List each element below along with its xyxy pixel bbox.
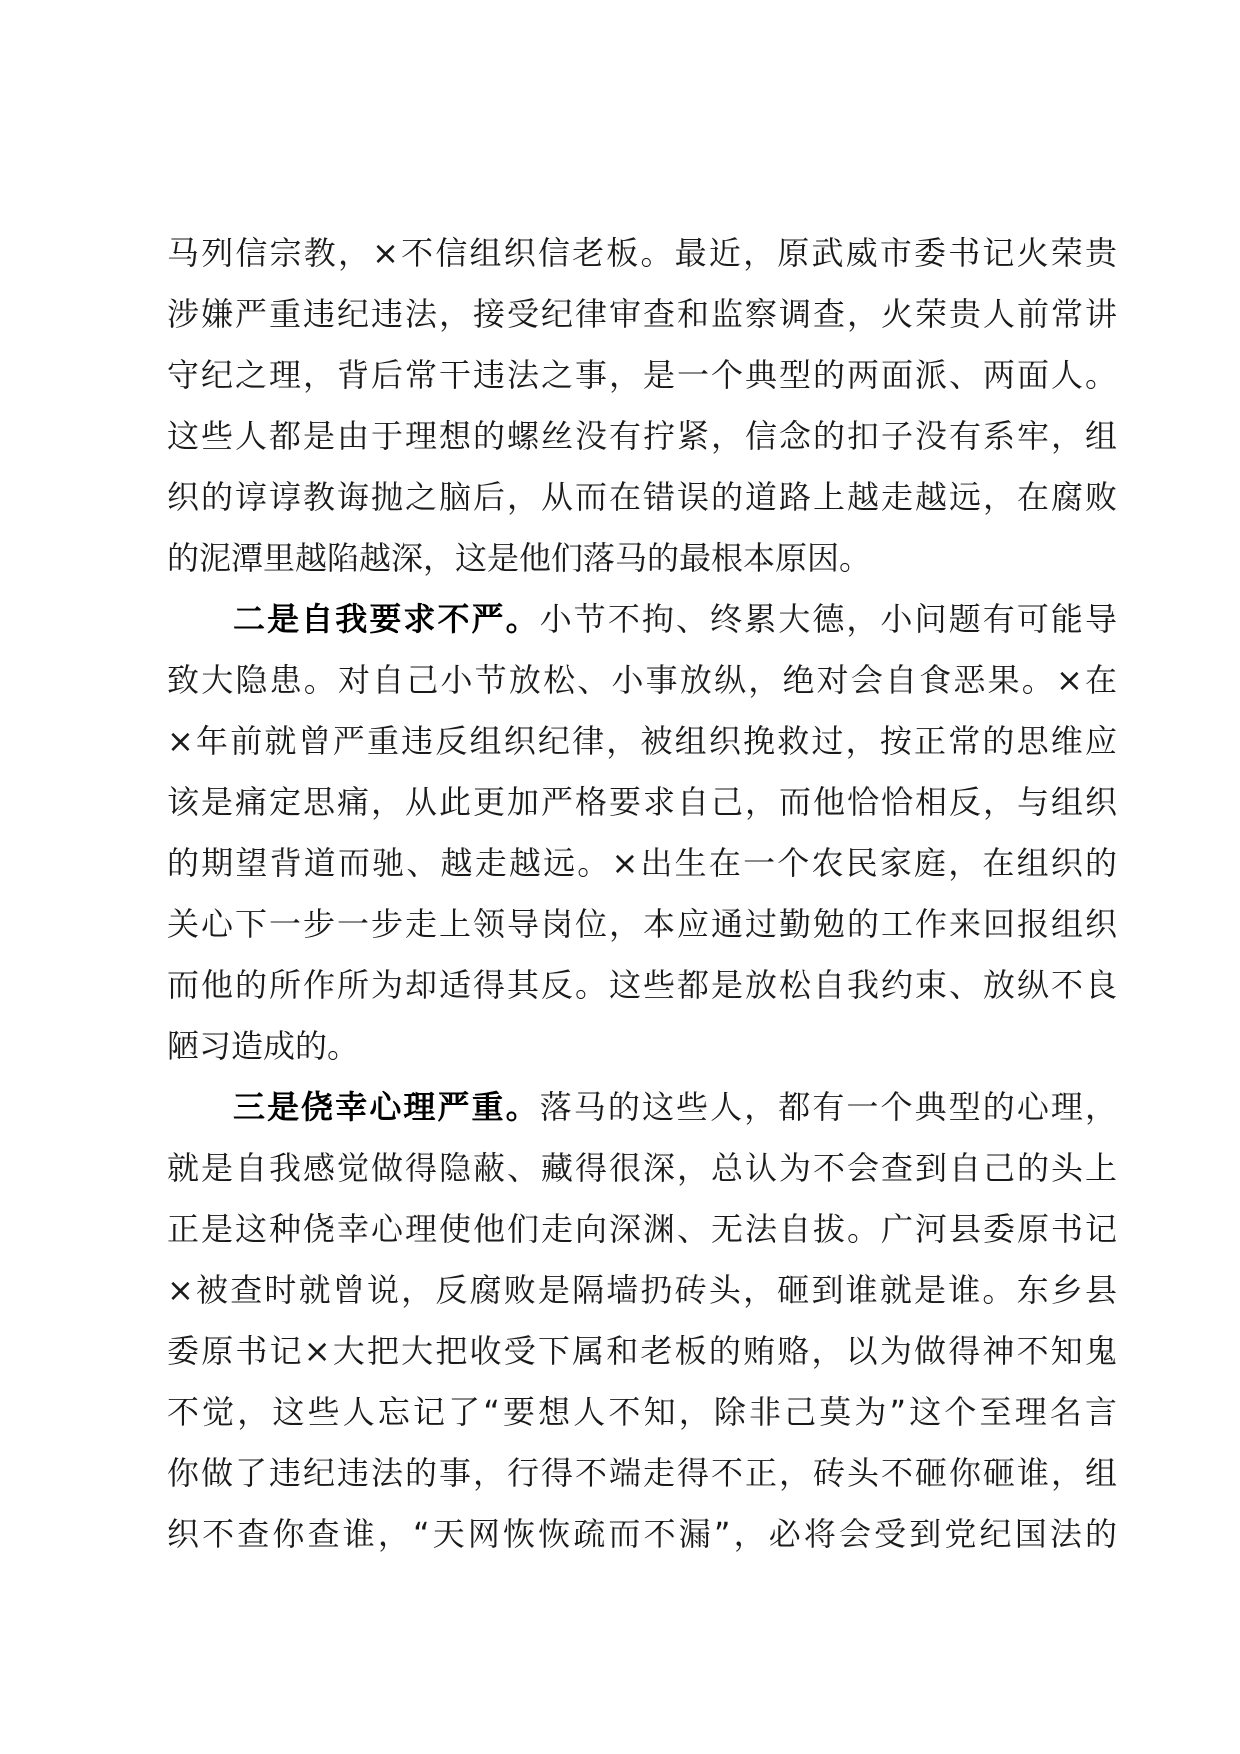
text-line: 你做了违纪违法的事，行得不端走得不正，砖头不砸你砸谁，组 — [167, 1454, 1117, 1492]
text-line — [167, 1077, 1117, 1138]
text-line: 正是这种侥幸心理使他们走向深渊、无法自拔。广河县委原书记 — [167, 1210, 1117, 1248]
text-line: 涉嫌严重违纪违法，接受纪律审查和监察调查，火荣贵人前常讲 — [167, 295, 1117, 333]
text-line: 不觉，这些人忘记了“要想人不知，除非己莫为”这个至理名言 — [167, 1393, 1117, 1431]
text-span: 落马的这些人，都有一个典型的心理， — [539, 1088, 1117, 1126]
text-line: 守纪之理，背后常干违法之事，是一个典型的两面派、两面人。 — [167, 356, 1117, 394]
text-span: 小节不拘、终累大德，小问题有可能导 — [539, 600, 1117, 638]
text-line: ×年前就曾严重违反组织纪律，被组织挽救过，按正常的思维应 — [167, 722, 1117, 760]
text-line: 致大隐患。对自己小节放松、小事放纵，绝对会自食恶果。×在 — [167, 661, 1117, 699]
text-line: 这些人都是由于理想的螺丝没有拧紧，信念的扣子没有系牢，组 — [167, 417, 1117, 455]
text-line: 马列信宗教，×不信组织信老板。最近，原武威市委书记火荣贵 — [167, 234, 1117, 272]
paragraph-2 — [167, 589, 1117, 1077]
text-line: 该是痛定思痛，从此更加严格要求自己，而他恰恰相反，与组织 — [167, 783, 1117, 821]
text-line — [167, 589, 1117, 650]
text-line: 就是自我感觉做得隐蔽、藏得很深，总认为不会查到自己的头上 — [167, 1149, 1117, 1187]
section-heading: 三是侥幸心理严重。 — [233, 1088, 540, 1126]
text-line: 关心下一步一步走上领导岗位，本应通过勤勉的工作来回报组织 — [167, 905, 1117, 943]
text-line: 陋习造成的。 — [167, 1027, 360, 1065]
paragraph-3 — [167, 1077, 1117, 1565]
text-line: ×被查时就曾说，反腐败是隔墙扔砖头，砸到谁就是谁。东乡县 — [167, 1271, 1117, 1309]
text-line: 而他的所作所为却适得其反。这些都是放松自我约束、放纵不良 — [167, 966, 1117, 1004]
paragraph-1 — [167, 223, 1117, 589]
text-line: 委原书记×大把大把收受下属和老板的贿赂，以为做得神不知鬼 — [167, 1332, 1117, 1370]
body-text — [167, 223, 1117, 1565]
section-heading: 二是自我要求不严。 — [233, 600, 540, 638]
text-line: 的期望背道而驰、越走越远。×出生在一个农民家庭，在组织的 — [167, 844, 1117, 882]
text-line: 的泥潭里越陷越深，这是他们落马的最根本原因。 — [167, 539, 872, 577]
text-line: 织的谆谆教诲抛之脑后，从而在错误的道路上越走越远，在腐败 — [167, 478, 1117, 516]
text-line: 织不查你查谁，“天网恢恢疏而不漏”，必将会受到党纪国法的 — [167, 1515, 1117, 1553]
